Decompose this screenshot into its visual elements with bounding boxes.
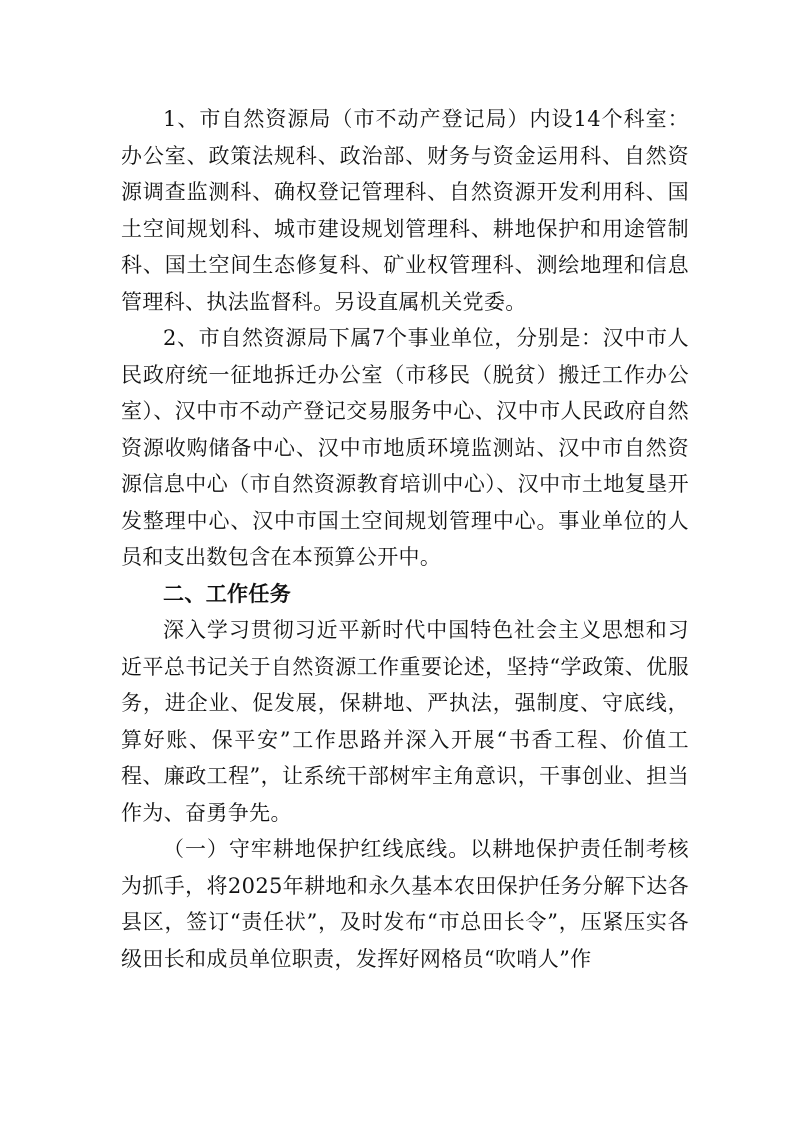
paragraph-internal-departments: 1、市自然资源局（市不动产登记局）内设14个科室：办公室、政策法规科、政治部、财务与资金运用科、自然资源调查监测科、确权登记管理科、自然资源开发利用科、国土空间规划科、城市建设规划管理科、耕地保护和用途管制科、国土空间生态修复科、矿业权管理科、测绘地理和信息管理科、执法监督科。另设直属机关党委。 [121, 107, 689, 314]
paragraph-affiliated-units: 2、市自然资源局下属7个事业单位，分别是：汉中市人民政府统一征地拆迁办公室（市移民（脱贫）搬迁工作办公室）、汉中市不动产登记交易服务中心、汉中市人民政府自然资源收购储备中心、汉中市地质环境监测站、汉中市自然资源信息中心（市自然资源教育培训中心）、汉中市土地复垦开发整理中心、汉中市国土空间规划管理中心。事业单位的人员和支出数包含在本预算公开中。 [121, 326, 689, 569]
document-body [121, 101, 689, 977]
paragraph-farmland-protection: （一）守牢耕地保护红线底线。以耕地保护责任制考核为抓手，将2025年耕地和永久基本农田保护任务分解下达各县区，签订“责任状”，及时发布“市总田长令”，压紧压实各级田长和成员单位职责，发挥好网格员“吹哨人”作 [121, 837, 689, 971]
paragraph-work-approach: 深入学习贯彻习近平新时代中国特色社会主义思想和习近平总书记关于自然资源工作重要论述，坚持“学政策、优服务，进企业、促发展，保耕地、严执法，强制度、守底线，算好账、保平安”工作思路并深入开展“书香工程、价值工程、廉政工程”，让系统干部树牢主角意识，干事创业、担当作为、奋勇争先。 [121, 618, 689, 825]
section-heading-work-tasks: 二、工作任务 [163, 581, 292, 606]
